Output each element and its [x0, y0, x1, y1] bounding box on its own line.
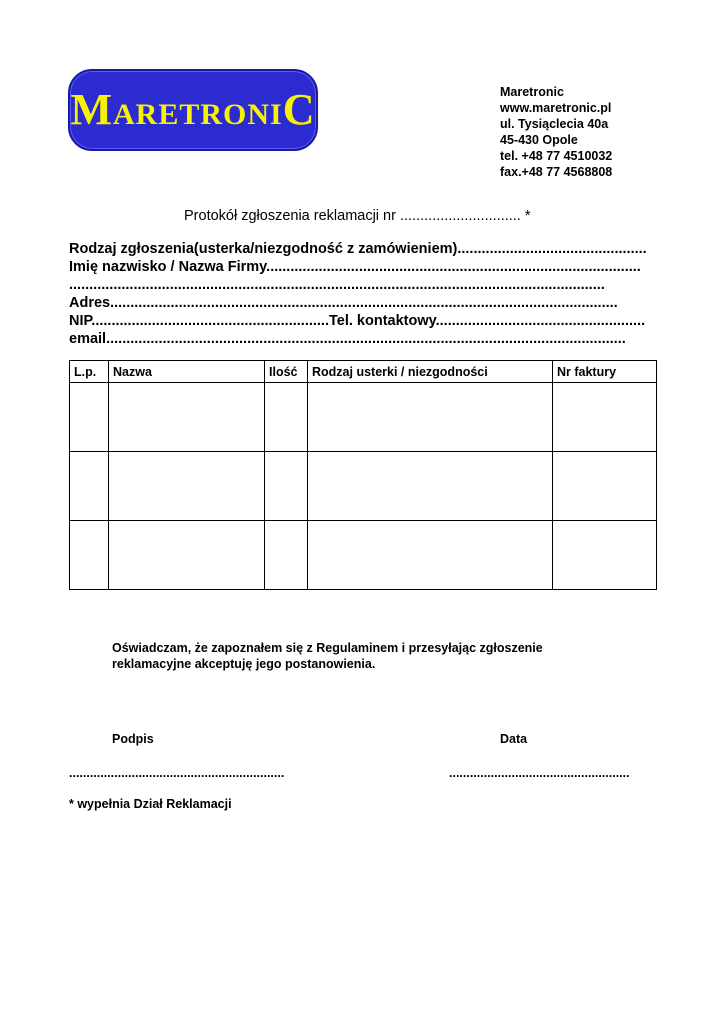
company-website: www.maretronic.pl	[500, 101, 612, 115]
field-nip-phone[interactable]: NIP...........................................................Tel. kontaktowy....................................................	[69, 313, 646, 329]
maretronic-logo	[68, 69, 318, 151]
company-street: ul. Tysiąclecia 40a	[500, 117, 609, 131]
table-cell[interactable]	[308, 521, 553, 590]
header-name: Nazwa	[109, 361, 265, 383]
header-invoice-number: Nr faktury	[553, 361, 657, 383]
company-city: 45-430 Opole	[500, 133, 578, 147]
claim-items-table	[69, 360, 657, 590]
date-label: Data	[500, 732, 528, 746]
header-lp: L.p.	[70, 361, 109, 383]
field-name-continuation[interactable]: .....................................................................................................................................	[69, 277, 605, 293]
form-fields	[69, 240, 655, 348]
table-cell[interactable]	[70, 383, 109, 452]
field-address[interactable]: Adres..............................................................................................................................	[69, 295, 618, 311]
field-email[interactable]: email.................................................................................................................................	[69, 331, 626, 347]
field-name-company[interactable]: Imię nazwisko / Nazwa Firmy.............................................................................................	[69, 259, 641, 275]
table-row	[70, 452, 657, 521]
header-defect-type: Rodzaj usterki / niezgodności	[308, 361, 553, 383]
company-name: Maretronic	[500, 85, 564, 99]
logo-wordmark	[70, 85, 316, 134]
table-cell[interactable]	[308, 383, 553, 452]
table-cell[interactable]	[553, 383, 657, 452]
protocol-title: Protokół zgłoszenia reklamacji nr .............................. *	[184, 208, 531, 224]
table-cell[interactable]	[109, 452, 265, 521]
signature-line[interactable]: ..............................................................	[69, 766, 285, 780]
table-cell[interactable]	[70, 452, 109, 521]
company-info	[500, 84, 612, 180]
table-row	[70, 521, 657, 590]
table-cell[interactable]	[70, 521, 109, 590]
footnote: * wypełnia Dział Reklamacji	[69, 797, 232, 811]
company-fax: fax.+48 77 4568808	[500, 165, 613, 179]
logo-middle-text: ARETRONI	[113, 98, 283, 131]
signature-label: Podpis	[112, 732, 154, 746]
field-claim-type[interactable]: Rodzaj zgłoszenia(usterka/niezgodność z zamówieniem)...............................................	[69, 241, 647, 257]
table-cell[interactable]	[109, 383, 265, 452]
table-cell[interactable]	[265, 452, 308, 521]
table-cell[interactable]	[265, 383, 308, 452]
logo-letter-m: M	[70, 85, 114, 134]
table-header-row	[70, 361, 657, 383]
table-cell[interactable]	[308, 452, 553, 521]
header-quantity: Ilość	[265, 361, 308, 383]
logo-letter-c: C	[282, 85, 316, 134]
company-phone: tel. +48 77 4510032	[500, 149, 613, 163]
table-cell[interactable]	[553, 521, 657, 590]
regulations-statement: Oświadczam, że zapoznałem się z Regulaminem i przesyłając zgłoszenie reklamacyjne akceptuję jego postanowienia.	[112, 641, 543, 671]
table-row	[70, 383, 657, 452]
table-cell[interactable]	[553, 452, 657, 521]
table-cell[interactable]	[109, 521, 265, 590]
table-cell[interactable]	[265, 521, 308, 590]
date-line[interactable]: ....................................................	[449, 766, 630, 780]
